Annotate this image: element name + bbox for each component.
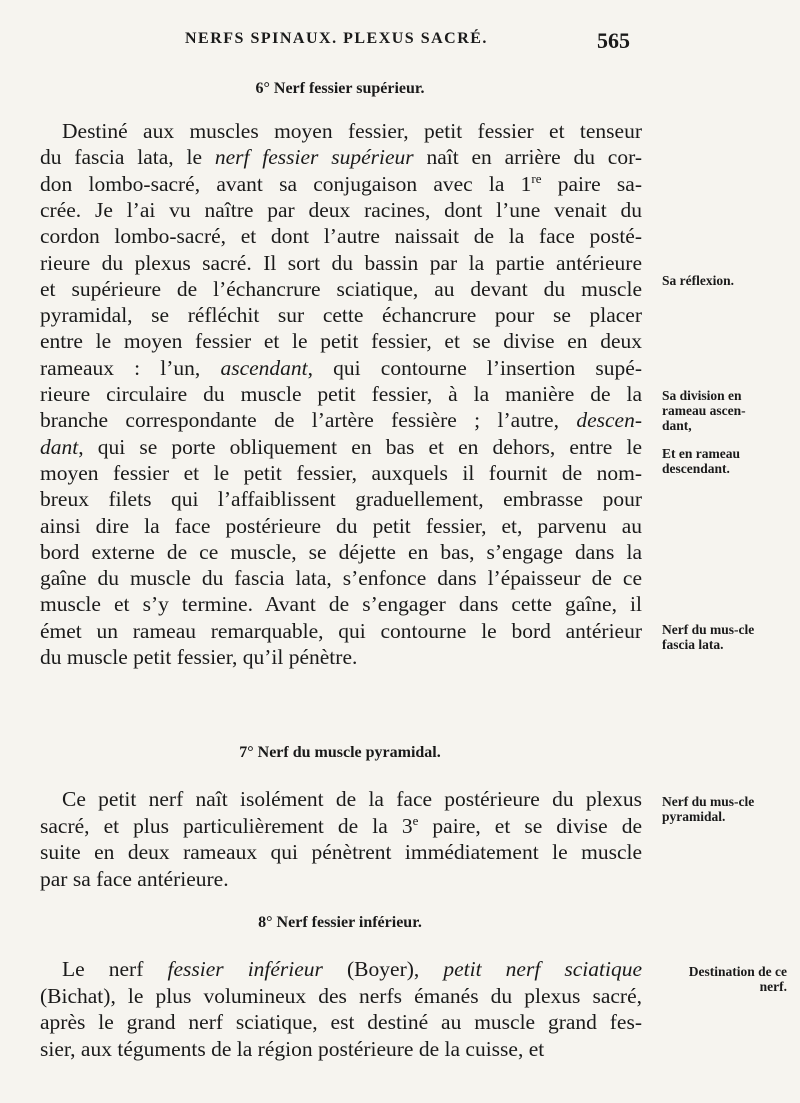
text-run: , qui contourne l’insertion supé- (307, 355, 642, 380)
text-run: sier, aux téguments de la région postérieure de la cuisse, et (40, 1037, 545, 1062)
text-run: crée. Je l’ai vu naître par deux racines, dont l’une venait du (40, 197, 642, 222)
text-run: du fascia lata, le (40, 145, 215, 170)
text-run: nerf fessier supérieur (214, 145, 414, 170)
text-line (40, 144, 642, 170)
text-line (40, 223, 642, 249)
text-line (40, 355, 642, 381)
text-run: petit nerf sciatique (443, 957, 643, 981)
text-run: (Bichat), le plus volumineux des nerfs émanés du plexus sacré, (40, 983, 642, 1008)
text-run: paire, et se divise de (418, 813, 642, 838)
text-line (40, 983, 642, 1009)
text-run: Destiné aux muscles moyen fessier, petit fessier et tenseur (62, 119, 642, 143)
text-run: e (412, 812, 419, 828)
text-line (62, 786, 642, 812)
text-line (40, 866, 642, 892)
text-run: , qui se porte obliquement en bas et en dehors, entre le (78, 434, 642, 459)
text-line (40, 565, 642, 591)
text-line (40, 839, 642, 865)
text-run: dant (40, 434, 79, 459)
text-run: re (531, 170, 542, 186)
text-line (40, 434, 642, 460)
text-run: (Boyer), (322, 957, 444, 981)
text-run: suite en deux rameaux qui pénètrent immédiatement le muscle (40, 840, 642, 865)
margin-note-rameau-ascendant: Sa division en rameau ascen-dant, (662, 388, 746, 433)
text-run: naît en arrière du cor- (413, 145, 642, 170)
text-run: muscle et s’y termine. Avant de s’engager dans cette gaîne, il (40, 592, 642, 617)
text-run: rieure circulaire du muscle petit fessier, à la manière de la (40, 382, 642, 406)
text-run: cordon lombo-sacré, et dont l’autre naissait de la face posté- (40, 224, 642, 249)
section-title-6: 6° Nerf fessier supérieur. (255, 80, 425, 97)
text-run: Ce petit nerf naît isolément de la face postérieure du plexus (62, 787, 642, 811)
text-run: du muscle petit fessier, qu’il pénètre. (40, 645, 358, 669)
text-run: don lombo-sacré, avant sa conjugaison avec la 1 (40, 171, 532, 196)
text-run: ascendant (220, 355, 308, 380)
section-title-8: 8° Nerf fessier inférieur. (258, 914, 422, 931)
section-title-7: 7° Nerf du muscle pyramidal. (239, 744, 441, 761)
text-run: par sa face antérieure. (40, 867, 229, 892)
margin-note-fascia-lata: Nerf du mus-cle fascia lata. (662, 622, 755, 652)
text-line (40, 1036, 642, 1062)
margin-note-destination: Destination de ce nerf. (688, 964, 787, 994)
text-line (40, 460, 642, 486)
running-head: NERFS SPINAUX. PLEXUS SACRÉ. (185, 30, 488, 47)
text-run: rameaux : l’un, (40, 355, 221, 380)
text-line (40, 644, 642, 670)
text-run: rieure du plexus sacré. Il sort du bassin par la partie antérieure (40, 250, 642, 275)
text-line (40, 276, 642, 302)
text-line (40, 302, 642, 328)
text-line (40, 486, 642, 512)
text-line (40, 328, 642, 354)
text-line (40, 813, 642, 839)
text-run: Le nerf (62, 957, 168, 981)
text-line (40, 1009, 642, 1035)
text-line (40, 171, 642, 197)
text-run: descen- (576, 408, 642, 433)
margin-note-pyramidal: Nerf du mus-cle pyramidal. (662, 794, 755, 824)
text-run: paire sa- (541, 171, 642, 196)
text-run: et supérieure de l’échancrure sciatique, au devant du muscle (40, 276, 642, 301)
text-run: gaîne du muscle du fascia lata, s’enfonce dans l’épaisseur de ce (40, 566, 642, 591)
text-run: sacré, et plus particulièrement de la 3 (40, 813, 413, 838)
text-line (62, 956, 642, 982)
text-run: ainsi dire la face postérieure du petit fessier, et, parvenu au (40, 513, 642, 538)
text-run: bord externe de ce muscle, se déjette en bas, s’engage dans la (40, 539, 642, 564)
text-run: branche correspondante de l’artère fessière ; l’autre, (40, 408, 577, 433)
margin-note-reflexion: Sa réflexion. (662, 273, 734, 288)
text-line (40, 381, 642, 407)
text-line (62, 118, 642, 144)
text-line (40, 197, 642, 223)
text-line (40, 591, 642, 617)
text-line (40, 407, 642, 433)
text-line (40, 618, 642, 644)
text-line (40, 513, 642, 539)
text-line (40, 250, 642, 276)
text-run: émet un rameau remarquable, qui contourne le bord antérieur (40, 618, 642, 643)
margin-note-rameau-descendant: Et en rameau descendant. (662, 446, 740, 476)
text-run: après le grand nerf sciatique, est destiné au muscle grand fes- (40, 1010, 642, 1035)
text-run: fessier inférieur (167, 957, 323, 981)
text-run: breux filets qui l’affaiblissent graduellement, embrasse pour (40, 487, 642, 512)
text-run: moyen fessier et le petit fessier, auxquels il fournit de nom- (40, 460, 642, 485)
text-run: entre le moyen fessier et le petit fessier, et se divise en deux (40, 329, 642, 354)
page-number: 565 (597, 28, 630, 53)
text-run: pyramidal, se réfléchit sur cette échancrure pour se placer (40, 303, 642, 328)
text-line (40, 539, 642, 565)
